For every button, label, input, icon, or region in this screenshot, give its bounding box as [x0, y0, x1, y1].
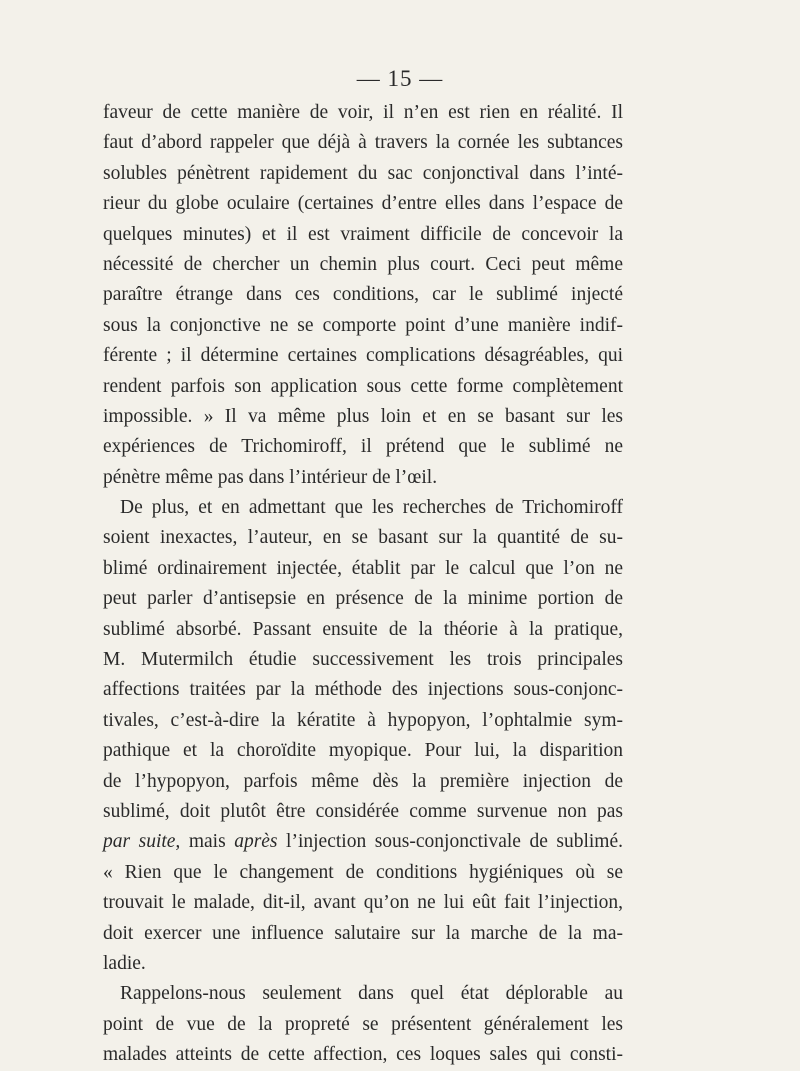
text-line: tivales, c’est-à-dire la kératite à hypopyon, l’ophtalmie sym-	[103, 709, 623, 731]
italic-phrase: par suite,	[103, 831, 181, 853]
text-line: ladie.	[103, 952, 146, 974]
text-line: soient inexactes, l’auteur, en se basant sur la quantité de su-	[103, 527, 623, 549]
text-line: Rappelons-nous seulement dans quel état déplorable au	[120, 983, 623, 1005]
text-line: trouvait le malade, dit-il, avant qu’on ne lui eût fait l’injection,	[103, 892, 623, 914]
text-line: De plus, et en admettant que les recherches de Trichomiroff	[120, 497, 623, 519]
text-fragment: l’injection sous-conjonctivale de sublimé.	[277, 831, 623, 853]
text-line: expériences de Trichomiroff, il prétend que le sublimé ne	[103, 436, 623, 458]
text-line: pénètre même pas dans l’intérieur de l’œil.	[103, 466, 438, 488]
text-line: rendent parfois son application sous cette forme complètement	[103, 375, 623, 397]
text-line: paraître étrange dans ces conditions, car le sublimé injecté	[103, 284, 623, 306]
text-line: pathique et la choroïdite myopique. Pour lui, la disparition	[103, 740, 623, 762]
text-line-italic-mixed	[103, 827, 623, 857]
text-line: blimé ordinairement injectée, établit par le calcul que l’on ne	[103, 557, 623, 579]
text-line: impossible. » Il va même plus loin et en se basant sur les	[103, 405, 623, 427]
text-line: M. Mutermilch étudie successivement les trois principales	[103, 649, 623, 671]
text-line: sublimé absorbé. Passant ensuite de la théorie à la pratique,	[103, 618, 623, 640]
text-line: rieur du globe oculaire (certaines d’entre elles dans l’espace de	[103, 193, 623, 215]
text-line: sublimé, doit plutôt être considérée comme survenue non pas	[103, 800, 623, 822]
body-text	[103, 98, 623, 1071]
text-line: sous la conjonctive ne se comporte point d’une manière indif-	[103, 314, 623, 336]
text-line: doit exercer une influence salutaire sur la marche de la ma-	[103, 922, 623, 944]
text-line: faut d’abord rappeler que déjà à travers la cornée les subtances	[103, 132, 623, 154]
text-line: de l’hypopyon, parfois même dès la première injection de	[103, 770, 623, 792]
text-line: faveur de cette manière de voir, il n’en est rien en réalité. Il	[103, 102, 623, 123]
text-line: nécessité de chercher un chemin plus court. Ceci peut même	[103, 253, 623, 275]
text-line: solubles pénètrent rapidement du sac conjonctival dans l’inté-	[103, 162, 623, 184]
text-line: affections traitées par la méthode des injections sous-conjonc-	[103, 679, 623, 701]
text-line: malades atteints de cette affection, ces loques sales qui consti-	[103, 1044, 623, 1066]
text-line: férente ; il détermine certaines complications désagréables, qui	[103, 345, 623, 367]
page-number: — 15 —	[356, 66, 444, 91]
text-line: quelques minutes) et il est vraiment difficile de concevoir la	[103, 223, 623, 245]
text-fragment: mais	[180, 831, 235, 853]
text-line: peut parler d’antisepsie en présence de la minime portion de	[103, 588, 623, 610]
italic-phrase: après	[234, 831, 278, 853]
text-line: « Rien que le changement de conditions hygiéniques où se	[103, 861, 623, 883]
text-line: point de vue de la propreté se présentent généralement les	[103, 1013, 623, 1035]
